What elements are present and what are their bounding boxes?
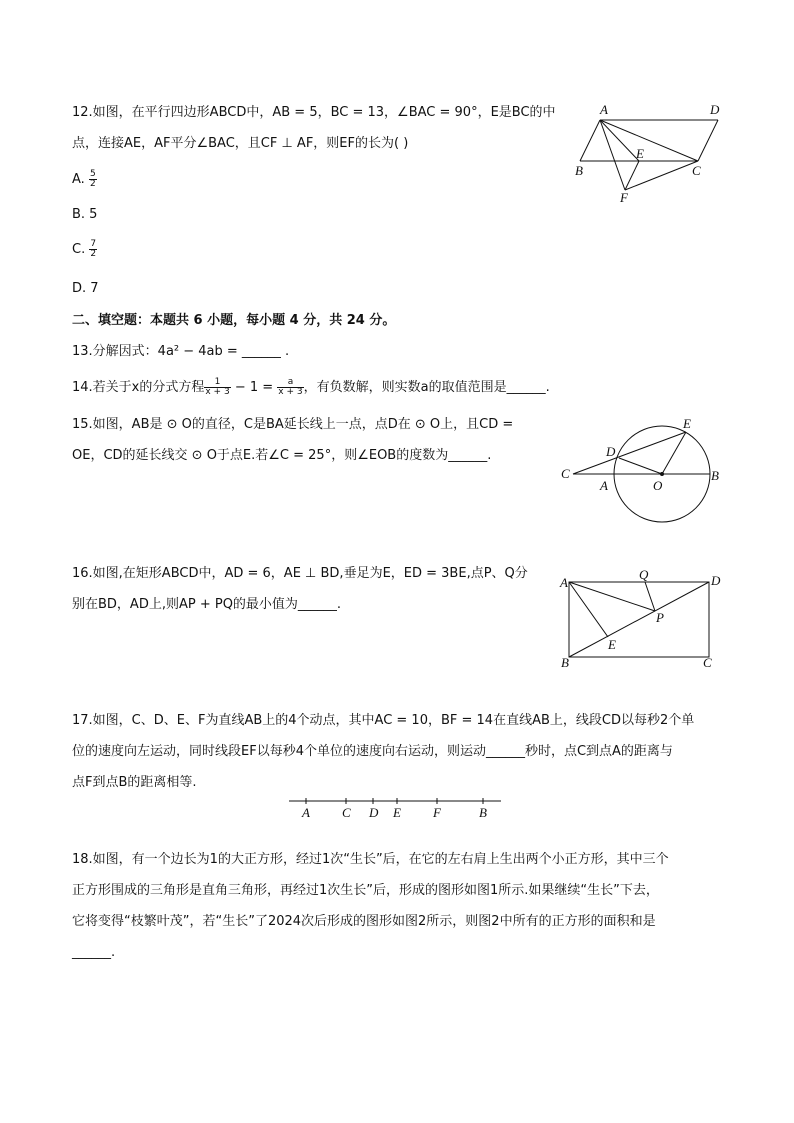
- q12-option-c-fraction: [89, 240, 97, 259]
- fraction-numerator: 1: [204, 378, 230, 388]
- q12-line2: 点，连接AE，AF平分∠BAC，且CF ⊥ AF，则EF的长为( ): [72, 136, 409, 151]
- q14-middle: − 1 =: [230, 380, 278, 395]
- q17-line2: 位的速度向左运动，同时线段EF以每秒4个单位的速度向右运动，则运动______秒时，点C到点A的距离与: [72, 744, 673, 759]
- fraction-denominator: 2: [90, 249, 97, 259]
- label-e: E: [636, 146, 644, 161]
- q17-line1: 17.如图，C、D、E、F为直线AB上的4个动点，其中AC = 10，BF = 14在直线AB上，线段CD以每秒2个单: [72, 713, 695, 728]
- q12-option-a[interactable]: [72, 170, 97, 189]
- segment-ab: [580, 120, 600, 161]
- segment-ac: [600, 120, 698, 161]
- q14-prefix: 14.若关于x的分式方程: [72, 380, 205, 395]
- label-e: E: [683, 416, 691, 431]
- q17-number-line-figure: [285, 793, 505, 823]
- fraction-denominator: x + 3: [205, 387, 230, 397]
- segment-cf: [625, 161, 698, 190]
- label-d: D: [711, 573, 721, 588]
- fraction-numerator: 5: [89, 169, 96, 179]
- label-c: C: [561, 466, 570, 481]
- label-a: A: [560, 575, 568, 590]
- q13-text: 13.分解因式：4a² − 4ab = ______ .: [72, 344, 290, 359]
- q15-line1: 15.如图，AB是 ⊙ O的直径，C是BA延长线上一点，点D在 ⊙ O上，且CD =: [72, 417, 514, 432]
- segment-af: [600, 120, 625, 190]
- label-d: D: [710, 102, 720, 117]
- q18-line2: 正方形围成的三角形是直角三角形，再经过1次生长”后，形成的图形如图1所示.如果继续“生长”下去，: [72, 883, 659, 898]
- q12-option-d[interactable]: D. 7: [72, 281, 99, 296]
- fraction-denominator: x + 3: [278, 387, 303, 397]
- label-b: B: [561, 655, 569, 670]
- fraction-denominator: 2: [89, 179, 96, 189]
- center-point-o: [660, 472, 664, 476]
- q16-line1: 16.如图,在矩形ABCD中，AD = 6，AE ⊥ BD,垂足为E，ED = 3BE,点P、Q分: [72, 566, 528, 581]
- segment-pq: [645, 582, 655, 611]
- label-o: O: [653, 478, 663, 493]
- q15-circle-figure: [555, 412, 730, 527]
- q14-suffix: ，有负数解，则实数a的取值范围是______.: [303, 380, 550, 395]
- label-b: B: [575, 163, 583, 178]
- segment-ae: [600, 120, 639, 161]
- q14-fraction-2: [277, 378, 303, 397]
- q18-line1: 18.如图，有一个边长为1的大正方形，经过1次“生长”后，在它的左右肩上生出两个小正方形，其中三个: [72, 852, 669, 867]
- label-c: C: [692, 163, 701, 178]
- q18-line4: ______.: [72, 945, 116, 960]
- q12-parallelogram-figure: [570, 100, 730, 210]
- q12-option-c-label: C.: [72, 242, 86, 257]
- diagonal-bd: [569, 582, 709, 657]
- q14-text: [72, 378, 550, 397]
- label-b: B: [711, 468, 719, 483]
- q12-option-a-fraction: [89, 170, 97, 189]
- label-e: E: [608, 637, 616, 652]
- section-2-heading: 二、填空题：本题共 6 小题，每小题 4 分，共 24 分。: [72, 313, 396, 328]
- label-a: A: [600, 478, 608, 493]
- segment-od: [619, 458, 662, 474]
- segment-oe: [662, 432, 686, 474]
- q16-rectangle-figure: [555, 565, 730, 675]
- q16-line2: 别在BD，AD上,则AP + PQ的最小值为______.: [72, 597, 342, 612]
- q18-line3: 它将变得“枝繁叶茂”，若“生长”了2024次后形成的图形如图2所示，则图2中所有的正方形的面积和是: [72, 914, 656, 929]
- label-f: F: [620, 190, 628, 205]
- label-b: B: [479, 805, 487, 820]
- label-f: F: [433, 805, 441, 820]
- q12-option-c[interactable]: [72, 240, 97, 259]
- label-a: A: [600, 102, 608, 117]
- label-c: C: [342, 805, 351, 820]
- segment-ae: [569, 582, 608, 637]
- label-c: C: [703, 655, 712, 670]
- label-q: Q: [639, 567, 649, 582]
- fraction-numerator: a: [277, 378, 303, 388]
- q12-line1: 12.如图，在平行四边形ABCD中，AB = 5，BC = 13，∠BAC = 90°，E是BC的中: [72, 105, 556, 120]
- q14-fraction-1: [204, 378, 230, 397]
- segment-ap: [569, 582, 655, 611]
- q15-line2: OE，CD的延长线交 ⊙ O于点E.若∠C = 25°，则∠EOB的度数为______.: [72, 448, 492, 463]
- q12-option-b[interactable]: B. 5: [72, 207, 98, 222]
- segment-dc: [698, 120, 718, 161]
- label-d: D: [369, 805, 379, 820]
- fraction-numerator: 7: [90, 239, 97, 249]
- label-d: D: [606, 444, 616, 459]
- q17-line3: 点F到点B的距离相等.: [72, 775, 197, 790]
- label-e: E: [393, 805, 401, 820]
- q12-option-a-label: A.: [72, 172, 85, 187]
- label-p: P: [656, 610, 664, 625]
- label-a: A: [302, 805, 310, 820]
